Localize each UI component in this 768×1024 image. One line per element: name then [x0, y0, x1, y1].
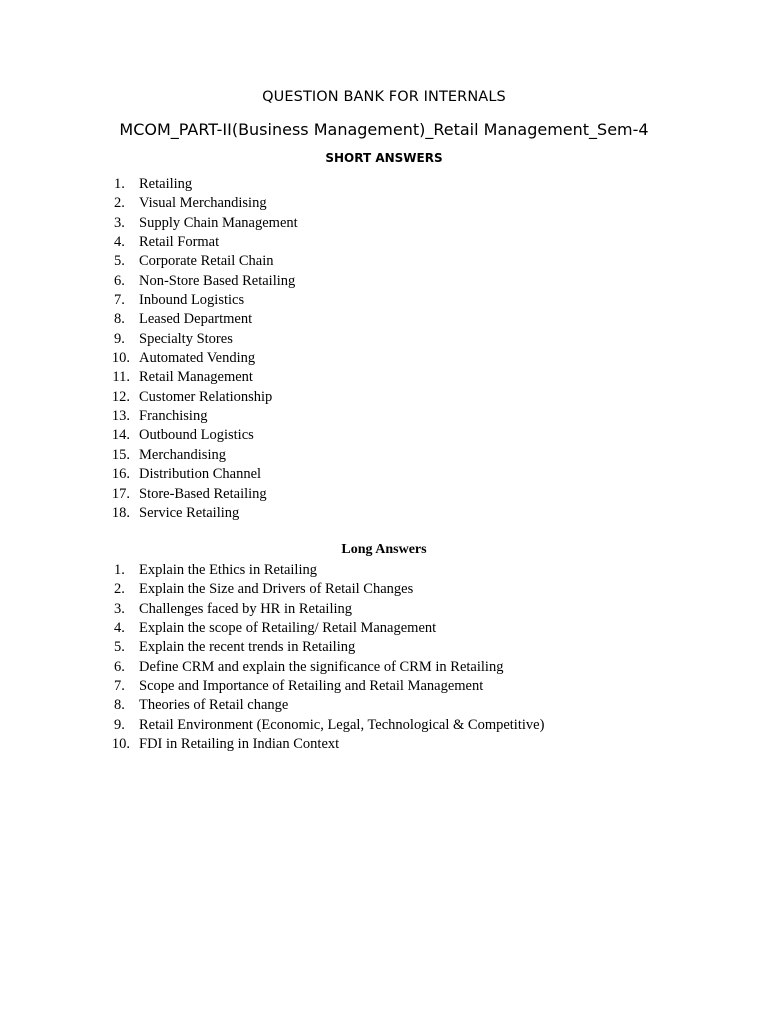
- item-text: Store-Based Retailing: [139, 485, 267, 502]
- item-number: 16.: [111, 466, 130, 483]
- item-text: Retail Management: [139, 369, 253, 386]
- item-text: Franchising: [139, 408, 208, 425]
- item-text: Automated Vending: [139, 350, 256, 367]
- item-number: 6.: [114, 272, 125, 289]
- item-number: 7.: [114, 292, 125, 309]
- long-answers-heading: Long Answers: [341, 542, 427, 557]
- item-text: Retail Environment (Economic, Legal, Technological & Competitive): [139, 716, 545, 733]
- item-number: 13.: [111, 408, 130, 425]
- item-number: 10.: [111, 736, 130, 753]
- item-number: 4.: [114, 620, 125, 637]
- item-number: 1.: [114, 176, 125, 192]
- item-text: Distribution Channel: [139, 466, 262, 483]
- item-text: Service Retailing: [139, 504, 240, 521]
- item-text: Outbound Logistics: [139, 427, 254, 444]
- short-answers-heading: SHORT ANSWERS: [325, 151, 443, 165]
- item-text: Theories of Retail change: [139, 697, 289, 714]
- item-number: 10.: [111, 350, 130, 367]
- item-number: 3.: [114, 600, 125, 617]
- item-number: 4.: [114, 234, 125, 251]
- document-title: QUESTION BANK FOR INTERNALS: [262, 89, 506, 105]
- item-number: 18.: [111, 504, 130, 521]
- item-number: 15.: [111, 446, 130, 463]
- item-number: 5.: [114, 253, 125, 270]
- item-number: 9.: [114, 716, 125, 733]
- item-number: 2.: [114, 195, 125, 212]
- course-title: MCOM_PART-II(Business Management)_Retail Management_Sem-4: [119, 120, 649, 139]
- item-text: Explain the Size and Drivers of Retail Changes: [139, 581, 414, 598]
- item-text: Define CRM and explain the significance of CRM in Retailing: [139, 658, 504, 675]
- item-text: Explain the scope of Retailing/ Retail Management: [139, 620, 437, 637]
- item-number: 12.: [111, 388, 130, 405]
- item-number: 9.: [114, 330, 125, 347]
- item-text: Retailing: [139, 176, 193, 192]
- item-text: Explain the Ethics in Retailing: [139, 562, 317, 578]
- item-text: Supply Chain Management: [139, 214, 298, 231]
- item-text: Merchandising: [139, 446, 226, 463]
- item-text: Scope and Importance of Retailing and Retail Management: [139, 678, 484, 695]
- item-number: 1.: [114, 562, 125, 578]
- item-text: Inbound Logistics: [139, 292, 245, 309]
- item-text: Non-Store Based Retailing: [139, 272, 296, 289]
- item-number: 3.: [114, 214, 125, 231]
- item-text: Leased Department: [139, 311, 253, 328]
- item-text: Visual Merchandising: [139, 195, 267, 212]
- item-number: 5.: [114, 639, 125, 656]
- item-number: 8.: [114, 697, 125, 714]
- item-number: 7.: [114, 678, 125, 695]
- item-number: 11.: [112, 369, 130, 386]
- item-text: Challenges faced by HR in Retailing: [139, 600, 353, 617]
- item-text: FDI in Retailing in Indian Context: [139, 736, 340, 753]
- item-number: 6.: [114, 658, 125, 675]
- item-number: 2.: [114, 581, 125, 598]
- item-text: Retail Format: [139, 234, 220, 251]
- item-text: Specialty Stores: [139, 330, 233, 347]
- item-text: Explain the recent trends in Retailing: [139, 639, 356, 656]
- item-text: Corporate Retail Chain: [139, 253, 274, 270]
- item-number: 8.: [114, 311, 125, 328]
- item-number: 14.: [111, 427, 130, 444]
- item-text: Customer Relationship: [139, 388, 273, 405]
- item-number: 17.: [111, 485, 130, 502]
